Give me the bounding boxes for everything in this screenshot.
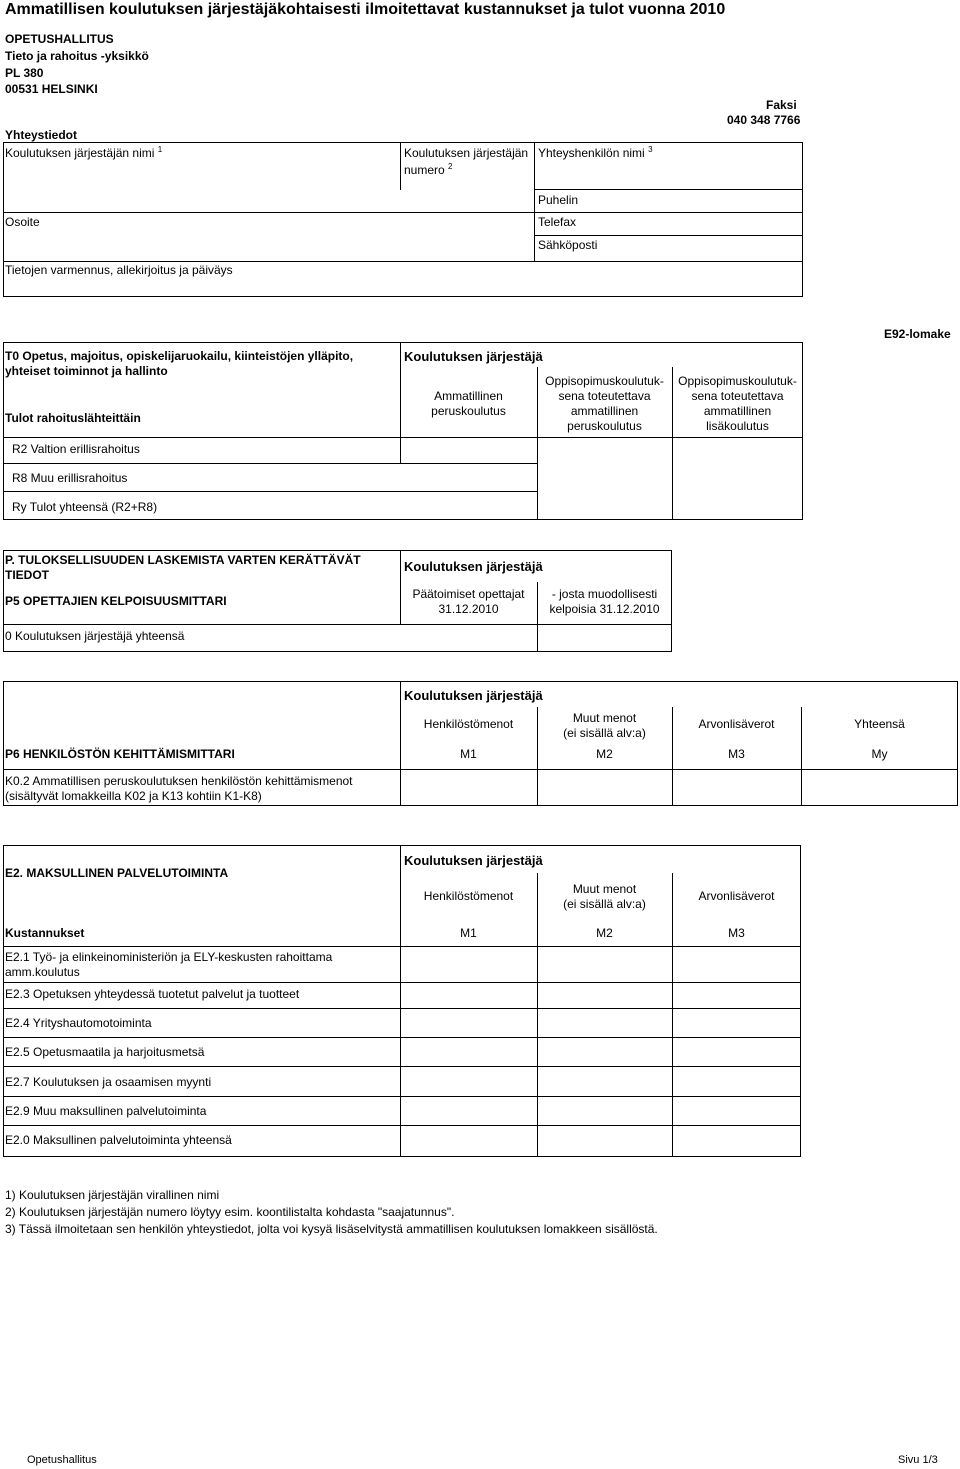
p6-col-yhteensa: Yhteensä [854,717,905,731]
fax-number: 040 348 7766 [727,113,801,127]
p5-heading-2: TIEDOT [5,568,49,582]
p6-col-henkilosto: Henkilöstömenot [423,717,514,731]
t0-provider: Koulutuksen järjestäjä [404,349,543,364]
e2-row-e21-2: amm.koulutus [5,965,80,979]
p6-col-alv: Arvonlisäverot [698,717,775,731]
p6-col-muut-menot: Muut menot (ei sisällä alv:a) [563,711,646,740]
address-org: OPETUSHALLITUS [5,32,114,46]
e2-row-e24: E2.4 Yrityshautomotoiminta [5,1016,152,1030]
footnote-1: 1) Koulutuksen järjestäjän virallinen nimi [5,1188,220,1202]
provider-name-label: Koulutuksen järjestäjän nimi $^1$ [5,145,163,160]
provider-number-label-1: Koulutuksen järjestäjän [404,146,529,160]
address-po-box: PL 380 [5,66,44,80]
p5-heading-1: P. TULOKSELLISUUDEN LASKEMISTA VARTEN KERÄTTÄVÄT [5,553,361,567]
t0-col2: Oppisopimuskoulutuk- sena toteutettava ammatillinen peruskoulutus [545,374,664,433]
p5-col1: Päätoimiset opettajat 31.12.2010 [412,587,525,616]
provider-number-label-2: numero $^2$ [404,162,453,177]
t0-col1: Ammatillinen peruskoulutus [431,389,506,418]
t0-row-ry: Ry Tulot yhteensä (R2+R8) [12,500,158,514]
t0-heading-1: T0 Opetus, majoitus, opiskelijaruokailu, kiinteistöjen ylläpito, [5,349,354,363]
p5-provider: Koulutuksen järjestäjä [404,559,543,574]
e2-col-henkilosto: Henkilöstömenot [423,889,514,903]
address-label: Osoite [5,215,40,229]
phone-label: Puhelin [538,193,579,207]
p6-code-my: My [871,747,888,761]
e2-row-e25: E2.5 Opetusmaatila ja harjoitusmetsä [5,1045,205,1059]
p6-row-k02-2: (sisältyvät lomakkeilla K02 ja K13 kohtiin K1-K8) [5,789,262,803]
verification-label: Tietojen varmennus, allekirjoitus ja päiväys [5,263,233,277]
e2-row-e27: E2.7 Koulutuksen ja osaamisen myynti [5,1075,212,1089]
p5-row-total: 0 Koulutuksen järjestäjä yhteensä [5,629,185,643]
p6-heading: P6 HENKILÖSTÖN KEHITTÄMISMITTARI [5,747,235,761]
fax-label: Faksi [766,98,797,112]
footnote-3: 3) Tässä ilmoitetaan sen henkilön yhteystiedot, jolta voi kysyä lisäselvitystä ammatillisen koulutuksen lomakkeen sisällöstä. [5,1222,658,1236]
e2-row-e21-1: E2.1 Työ- ja elinkeinoministeriön ja ELY-keskusten rahoittama [5,950,333,964]
p6-code-m2: M2 [596,747,613,761]
page-title: Ammatillisen koulutuksen järjestäjäkohtaisesti ilmoitettavat kustannukset ja tulot vuonna 2010 [5,1,726,18]
telefax-label: Telefax [538,215,577,229]
p6-row-k02-1: K0.2 Ammatillisen peruskoulutuksen henkilöstön kehittämismenot [5,774,353,788]
address-unit: Tieto ja rahoitus -yksikkö [5,49,149,63]
address-city: 00531 HELSINKI [5,82,98,96]
t0-row-r2: R2 Valtion erillisrahoitus [12,442,140,456]
e2-costs-label: Kustannukset [5,926,85,940]
e2-col-muut-menot: Muut menot (ei sisällä alv:a) [563,882,646,911]
p6-code-m1: M1 [460,747,477,761]
p5-subheading: P5 OPETTAJIEN KELPOISUUSMITTARI [5,594,227,608]
t0-heading-2: yhteiset toiminnot ja hallinto [5,364,168,378]
e2-heading: E2. MAKSULLINEN PALVELUTOIMINTA [5,866,229,880]
e2-col-alv: Arvonlisäverot [698,889,775,903]
e2-row-e23: E2.3 Opetuksen yhteydessä tuotetut palvelut ja tuotteet [5,987,300,1001]
t0-row-r8: R8 Muu erillisrahoitus [12,471,128,485]
p5-col2: - josta muodollisesti kelpoisia 31.12.2010 [549,587,660,616]
p6-provider: Koulutuksen järjestäjä [404,688,543,703]
footer-page: Sivu 1/3 [898,1454,938,1466]
contact-person-label: Yhteyshenkilön nimi $^3$ [538,145,653,160]
form-id: E92-lomake [884,327,951,341]
e2-code-m3: M3 [728,926,745,940]
footnote-2: 2) Koulutuksen järjestäjän numero löytyy esim. koontilistalta kohdasta "saajatunnus". [5,1205,455,1219]
p6-code-m3: M3 [728,747,745,761]
e2-code-m2: M2 [596,926,613,940]
e2-row-e29: E2.9 Muu maksullinen palvelutoiminta [5,1104,207,1118]
e2-provider: Koulutuksen järjestäjä [404,853,543,868]
t0-subheading: Tulot rahoituslähteittäin [5,411,141,425]
footer-left: Opetushallitus [27,1454,97,1466]
t0-col3: Oppisopimuskoulutuk- sena toteutettava ammatillinen lisäkoulutus [678,374,797,433]
contact-heading: Yhteystiedot [5,128,78,142]
e2-code-m1: M1 [460,926,477,940]
e2-row-e20: E2.0 Maksullinen palvelutoiminta yhteensä [5,1133,232,1147]
email-label: Sähköposti [538,238,598,252]
